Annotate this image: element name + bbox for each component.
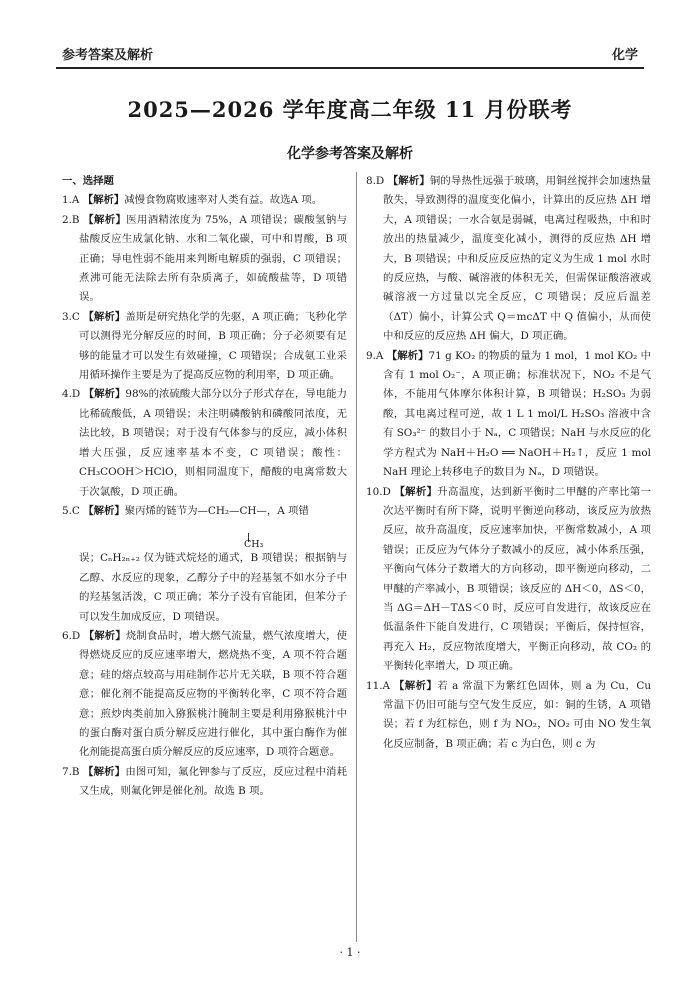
answer-item-8 <box>366 172 651 347</box>
analysis-tag: 【解析】 <box>393 679 438 692</box>
answer-text: ，A 项错 <box>266 504 309 517</box>
methyl-group: CH₃ <box>244 539 264 551</box>
analysis-tag: 【解析】 <box>83 388 126 401</box>
answer-item-11 <box>366 677 651 755</box>
answer-number: 4.D <box>62 388 81 401</box>
analysis-tag: 【解析】 <box>386 349 429 362</box>
analysis-tag: 【解析】 <box>83 629 126 642</box>
answer-text: 烧制食品时，增大燃气流量，燃气浓度增大，使得燃烧反应的反应速率增大，燃烧热不变，A 项不符合题意；硅的熔点较高与用硅制作芯片无关联，B 项不符合题意；催化剂不能提高反应物的平衡转化率，C 项不符合题意；煎炒肉类前加入猕猴桃汁腌制主要是利用猕猴桃汁中的蛋白酶对蛋白质分解反应进行催化，其中蛋白酶作为催化剂能提高蛋白质分解反应的反应速率，D 项符合题意。 <box>79 629 347 759</box>
answer-number: 6.D <box>62 629 81 642</box>
analysis-tag: 【解析】 <box>387 175 430 187</box>
right-column <box>366 172 651 754</box>
header-left-label: 参考答案及解析 <box>62 48 154 63</box>
answer-text: 铜的导热性远强于玻璃，用铜丝搅拌会加速热量散失，导致测得的温度变化偏小，计算出的反应热 ΔH 增大，A 项错误；一水合氨是弱碱，电离过程吸热，中和时放出的热量减少，温度变化减小，测得的反应热 ΔH 增大，B 项错误；中和反应反应热的定义为生成 1 mol 水时的反应热，与酸、碱溶液的体积无关，但需保证酸溶液或碱溶液一方过量以完全反应，C 项错误；反应后温差（ΔT）偏小，计算公式 Q＝mcΔT 中 Q 值偏小，从而使中和反应的反应热 ΔH 偏大，D 项正确。 <box>383 175 651 343</box>
answer-number: 9.A <box>366 349 384 362</box>
answer-item-5-cont: 误；CₙH₂ₙ₊₂ 仅为链式烷烃的通式，B 项错误；根据钠与乙醇、水反应的现象，乙醇分子中的羟基氢不如水分子中的羟基氢活泼，C 项正确；苯分子没有官能团，但苯分子可以发生加成反应，D 项错误。 <box>79 552 347 623</box>
answer-item-5 <box>62 502 347 521</box>
analysis-tag: 【解析】 <box>83 213 127 226</box>
answer-text: 由图可知，氟化钾参与了反应，反应过程中消耗又生成，则氟化钾是催化剂。故选 B 项。 <box>79 765 348 798</box>
analysis-tag: 【解析】 <box>83 765 126 778</box>
answer-text: 聚丙烯的链节为 <box>124 504 198 517</box>
answer-number: 7.B <box>62 765 80 778</box>
answer-text: 若 a 常温下为紫红色固体，则 a 为 Cu，Cu 常温下仍旧可能与空气发生反应，如：铜的生锈，A 项错误；若 f 为红棕色，则 f 为 NO₂，NO₂ 可由 NO 发生氧化反应制备，B 项正确；若 c 为白色，则 c 为 <box>383 679 652 750</box>
answer-text: 71 g KO₂ 的物质的量为 1 mol，1 mol KO₂ 中含有 1 mol O₂⁻，A 项正确；标准状况下，NO₂ 不是气体，不能用气体摩尔体积计算，B 项错误；H₂SO₃ 为弱酸，其电离过程可逆，故 1 L 1 mol/L H₂SO₃ 溶液中含有 SO₃²⁻ 的数目小于 Nₐ，C 项错误；NaH 与水反应的化学方程式为 NaH＋H₂O ══ NaOH＋H₂↑，反应 1 mol NaH 理论上转移电子的数目为 Nₐ，D 项错误。 <box>383 349 652 479</box>
analysis-tag: 【解析】 <box>83 310 126 323</box>
polypropylene-chain: —CH₂—CH— <box>197 504 267 517</box>
answer-item-9 <box>366 347 651 483</box>
structural-formula <box>62 521 347 549</box>
answer-text: 减慢食物腐败速率对人类有益。故选A 项。 <box>124 194 323 207</box>
answer-number: 3.C <box>62 310 80 323</box>
answer-item-1 <box>62 191 347 210</box>
answer-item-7 <box>62 763 347 802</box>
answer-item-3 <box>62 308 347 386</box>
answer-item-2 <box>62 211 347 308</box>
answer-text: 盖斯是研究热化学的先驱，A 项正确；飞秒化学可以测得光分解反应的时间，B 项正确；分子必须要有足够的能量才可以发生有效碰撞，C 项错误；合成氨工业采用循环操作主要是为了提高反应物的利用率，D 项正确。 <box>79 310 348 382</box>
column-divider <box>356 172 357 942</box>
section-heading: 一、选择题 <box>62 175 114 187</box>
analysis-tag: 【解析】 <box>83 504 125 517</box>
answer-text: 升高温度，达到新平衡时二甲醚的产率比第一次达平衡时有所下降，说明平衡逆向移动，该反应为放热反应，故升高温度，反应速率加快，平衡常数减小，A 项错误；正反应为气体分子数减小的反应，减小体系压强，平衡向气体分子数增大的方向移动，即平衡逆向移动，二甲醚的产率减小，B 项错误；该反应的 ΔH＜0，ΔS＜0，当 ΔG＝ΔH－TΔS＜0 时，反应可自发进行，故该反应在低温条件下能自发进行，C 项错误；平衡后，保持恒容，再充入 H₂，反应物浓度增大，平衡正向移动，故 CO₂ 的平衡转化率增大，D 项正确。 <box>383 485 652 673</box>
left-column <box>62 172 347 802</box>
answer-item-4 <box>62 385 347 501</box>
answer-text: 医用酒精浓度为 75%，A 项错误；碳酸氢钠与盐酸反应生成氯化钠、水和二氧化碳，可中和胃酸，B 项正确；导电性弱不能用来判断电解质的强弱，C 项错误；煮沸可能无法除去所有杂质离子，如硫酸盐等，D 项错误。 <box>79 213 347 304</box>
header-rule <box>56 67 644 69</box>
header-subject: 化学 <box>611 48 638 63</box>
answer-number: 5.C <box>62 504 80 517</box>
analysis-tag: 【解析】 <box>82 194 125 207</box>
answer-number: 11.A <box>366 679 391 692</box>
answer-item-10 <box>366 483 651 677</box>
page-number: · 1 · <box>339 946 361 959</box>
analysis-tag: 【解析】 <box>394 485 438 498</box>
answer-number: 2.B <box>62 213 80 226</box>
document-subtitle: 化学参考答案及解析 <box>287 146 413 162</box>
answer-number: 1.A <box>62 194 80 207</box>
answer-text: 98%的浓硫酸大部分以分子形式存在，导电能力比稀硫酸低，A 项错误；未注明磷酸钠和磷酸同浓度，无法比较，B 项错误；对于没有气体参与的反应，减小体积增大压强，反应速率基本不变，C 项错误；酸性：CH₃COOH＞HClO，则相同温度下，醋酸的电离常数大于次氯酸，D 项正确。 <box>79 388 348 498</box>
answer-number: 10.D <box>366 485 391 498</box>
exam-title: 2025—2026 学年度高二年级 11 月份联考 <box>127 97 573 122</box>
page-header <box>62 44 638 64</box>
answer-item-6 <box>62 627 347 763</box>
answer-number: 8.D <box>366 175 385 187</box>
